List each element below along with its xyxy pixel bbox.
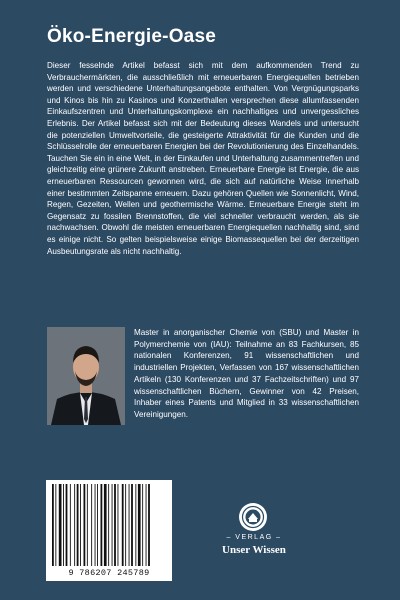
- book-abstract: Dieser fesselnde Artikel befasst sich mit dem aufkommenden Trend zu Verbrauchermärkten, die ausschließlich mit erneuerbaren Energiequellen betrieben werden und verschiedene Unterhaltungsangebote enthalten. Von Vergnügungsparks und Kinos bis hin zu Kasinos und Konzerthallen versprechen diese allumfassenden Einkaufszentren und Unterhaltungskomplexe ein nachhaltiges und unvergessliches Erlebnis. Der Artikel befasst sich mit der Bedeutung dieses Wandels und untersucht die potenziellen Umweltvorteile, die gesteigerte Attraktivität für die Kunden und die Schlüsselrolle der erneuerbaren Energien bei der Revolutionierung des Einzelhandels. Tauchen Sie ein in eine Welt, in der Einkaufen und Unterhaltung zusammentreffen und gleichzeitig eine grünere Zukunft anstreben. Erneuerbare Energie ist Energie, die aus erneuerbaren Ressourcen gewonnen wird, die sich auf natürliche Weise innerhalb einer bestimmten Zeitspanne erneuern. Dazu gehören Quellen wie Sonnenlicht, Wind, Regen, Gezeiten, Wellen und geothermische Wärme. Erneuerbare Energie steht im Gegensatz zu fossilen Brennstoffen, die viel schneller verbraucht werden, als sie nachwachsen. Obwohl die meisten erneuerbaren Energiequellen nachhaltig sind, sind es einige nicht. So gelten beispielsweise einige Biomassequellen bei der derzeitigen Ausbeutungsrate als nicht nachhaltig.: [47, 61, 359, 256]
- barcode-bar: [112, 484, 113, 566]
- barcode-bar: [108, 484, 109, 566]
- barcode-bar: [125, 484, 126, 566]
- barcode-bar: [87, 484, 88, 566]
- barcode-bar: [129, 484, 130, 566]
- barcode-bar: [135, 484, 136, 566]
- barcode-bar: [122, 484, 124, 566]
- barcode-bar: [84, 484, 86, 566]
- barcode-bar: [63, 484, 64, 566]
- barcode-bar: [91, 484, 92, 566]
- barcode-bar: [70, 484, 71, 566]
- barcode-bars-graphic: [52, 484, 166, 566]
- book-title: Öko-Energie-Oase: [47, 26, 216, 47]
- barcode-bar: [138, 484, 141, 566]
- barcode-bar: [74, 484, 75, 566]
- barcode-bar: [59, 484, 62, 566]
- barcode-bar: [118, 484, 119, 566]
- publisher-logo-icon: [238, 502, 268, 532]
- barcode-bar: [66, 484, 68, 566]
- barcode-bar: [142, 484, 143, 566]
- isbn-barcode: [46, 480, 172, 581]
- barcode-bar: [146, 484, 147, 566]
- barcode-bar: [77, 484, 79, 566]
- barcode-bar: [52, 484, 54, 566]
- publisher-verlag-label: – VERLAG –: [226, 534, 282, 541]
- author-photo: [47, 327, 125, 425]
- barcode-bar: [55, 484, 56, 566]
- barcode-bar: [80, 484, 81, 566]
- barcode-bar: [148, 484, 150, 566]
- barcode-bar: [131, 484, 133, 566]
- barcode-bar: [104, 484, 107, 566]
- barcode-bar: [95, 484, 96, 566]
- barcode-bar: [101, 484, 103, 566]
- publisher-name: Unser Wissen: [222, 544, 286, 556]
- author-bio: Master in anorganischer Chemie von (SBU) und Master in Polymerchemie von (IAU): Teilnahme an 83 Fachkursen, 85 nationalen Konferenzen, 91 wissenschaftlichen und industriellen Projekten, Verfassen von 167 wissenschaftlichen Artikeln (130 Konferenzen und 37 Fachzeitschriften) und 97 wissenschaftlichen Büchern, Gewinner von 42 Preisen, Inhaber eines Patents und Mitglied in 33 wissenschaftlichen Vereinigungen.: [134, 328, 359, 419]
- barcode-bar: [114, 484, 116, 566]
- barcode-bar: [97, 484, 98, 566]
- isbn-digits: 9 786207 245789: [68, 568, 150, 578]
